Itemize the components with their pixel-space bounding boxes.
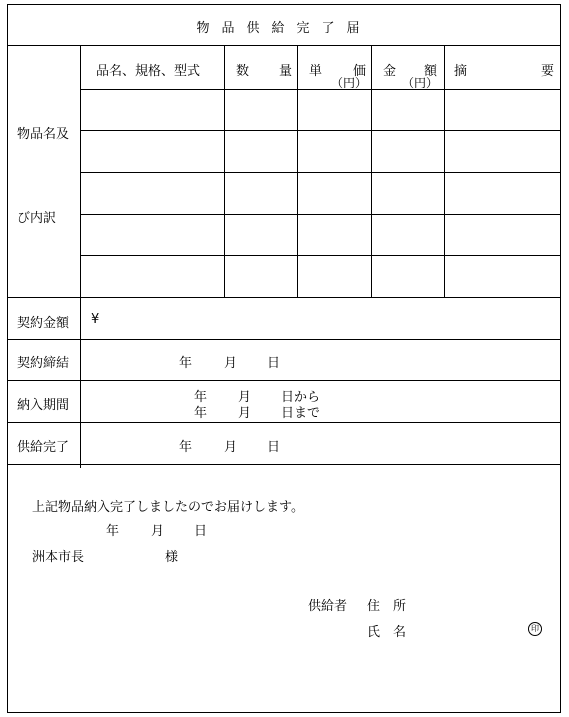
header-amount-unit: （円） bbox=[402, 76, 439, 90]
addressee-honorific: 様 bbox=[165, 550, 179, 565]
delivery-to-day: 日まで bbox=[281, 406, 321, 421]
supply-complete-month: 月 bbox=[224, 440, 238, 455]
items-side-label-1: 物品名及 bbox=[17, 127, 70, 142]
contract-amount-label: 契約金額 bbox=[17, 316, 70, 331]
supplier-label: 供給者 bbox=[308, 599, 348, 614]
header-unit-price-unit: （円） bbox=[331, 76, 368, 90]
delivery-period-label: 納入期間 bbox=[17, 398, 70, 413]
section-line bbox=[8, 339, 560, 340]
delivery-from-year: 年 bbox=[194, 390, 208, 405]
header-remarks-2: 要 bbox=[541, 64, 555, 79]
items-side-label-2: び内訳 bbox=[17, 211, 57, 226]
items-row-line bbox=[80, 255, 560, 256]
delivery-to-month: 月 bbox=[238, 406, 252, 421]
seal-mark: 印 bbox=[528, 622, 542, 636]
header-quantity-2: 量 bbox=[279, 64, 293, 79]
contract-date-month: 月 bbox=[224, 356, 238, 371]
contract-date-label: 契約締結 bbox=[17, 356, 70, 371]
section-line bbox=[8, 422, 560, 423]
notice-year: 年 bbox=[106, 524, 120, 539]
label-column-divider bbox=[80, 45, 81, 468]
delivery-to-year: 年 bbox=[194, 406, 208, 421]
header-name: 品名、規格、型式 bbox=[96, 64, 201, 79]
header-quantity-1: 数 bbox=[236, 64, 250, 79]
section-line bbox=[8, 380, 560, 381]
name-label: 氏 名 bbox=[367, 625, 407, 640]
supply-complete-label: 供給完了 bbox=[17, 440, 70, 455]
supply-completion-form bbox=[7, 4, 561, 713]
contract-date-year: 年 bbox=[179, 356, 193, 371]
supply-complete-year: 年 bbox=[179, 440, 193, 455]
section-line bbox=[8, 464, 560, 465]
form-title: 物品供給完了届 bbox=[196, 21, 372, 36]
contract-date-day: 日 bbox=[267, 356, 281, 371]
col-divider-quantity bbox=[297, 45, 298, 297]
addressee: 洲本市長 bbox=[32, 550, 85, 565]
col-divider-name bbox=[224, 45, 225, 297]
col-divider-amount bbox=[444, 45, 445, 297]
items-row-line bbox=[80, 214, 560, 215]
items-row-line bbox=[80, 130, 560, 131]
notice-day: 日 bbox=[194, 524, 208, 539]
section-line bbox=[8, 297, 560, 298]
notice-month: 月 bbox=[151, 524, 165, 539]
header-unit-price-1: 単 bbox=[309, 64, 323, 79]
header-unit-price-2: 価 bbox=[353, 64, 367, 79]
header-amount-2: 額 bbox=[424, 64, 438, 79]
title-divider bbox=[8, 45, 560, 46]
delivery-from-day: 日から bbox=[281, 390, 321, 405]
address-label: 住 所 bbox=[367, 599, 407, 614]
delivery-from-month: 月 bbox=[238, 390, 252, 405]
header-amount-1: 金 bbox=[383, 64, 397, 79]
col-divider-unit-price bbox=[371, 45, 372, 297]
items-row-line bbox=[80, 172, 560, 173]
supply-complete-day: 日 bbox=[267, 440, 281, 455]
notice-statement: 上記物品納入完了しましたのでお届けします。 bbox=[32, 500, 304, 515]
currency-symbol: ¥ bbox=[91, 312, 100, 327]
header-remarks-1: 摘 bbox=[454, 64, 468, 79]
items-header-line bbox=[80, 89, 560, 90]
